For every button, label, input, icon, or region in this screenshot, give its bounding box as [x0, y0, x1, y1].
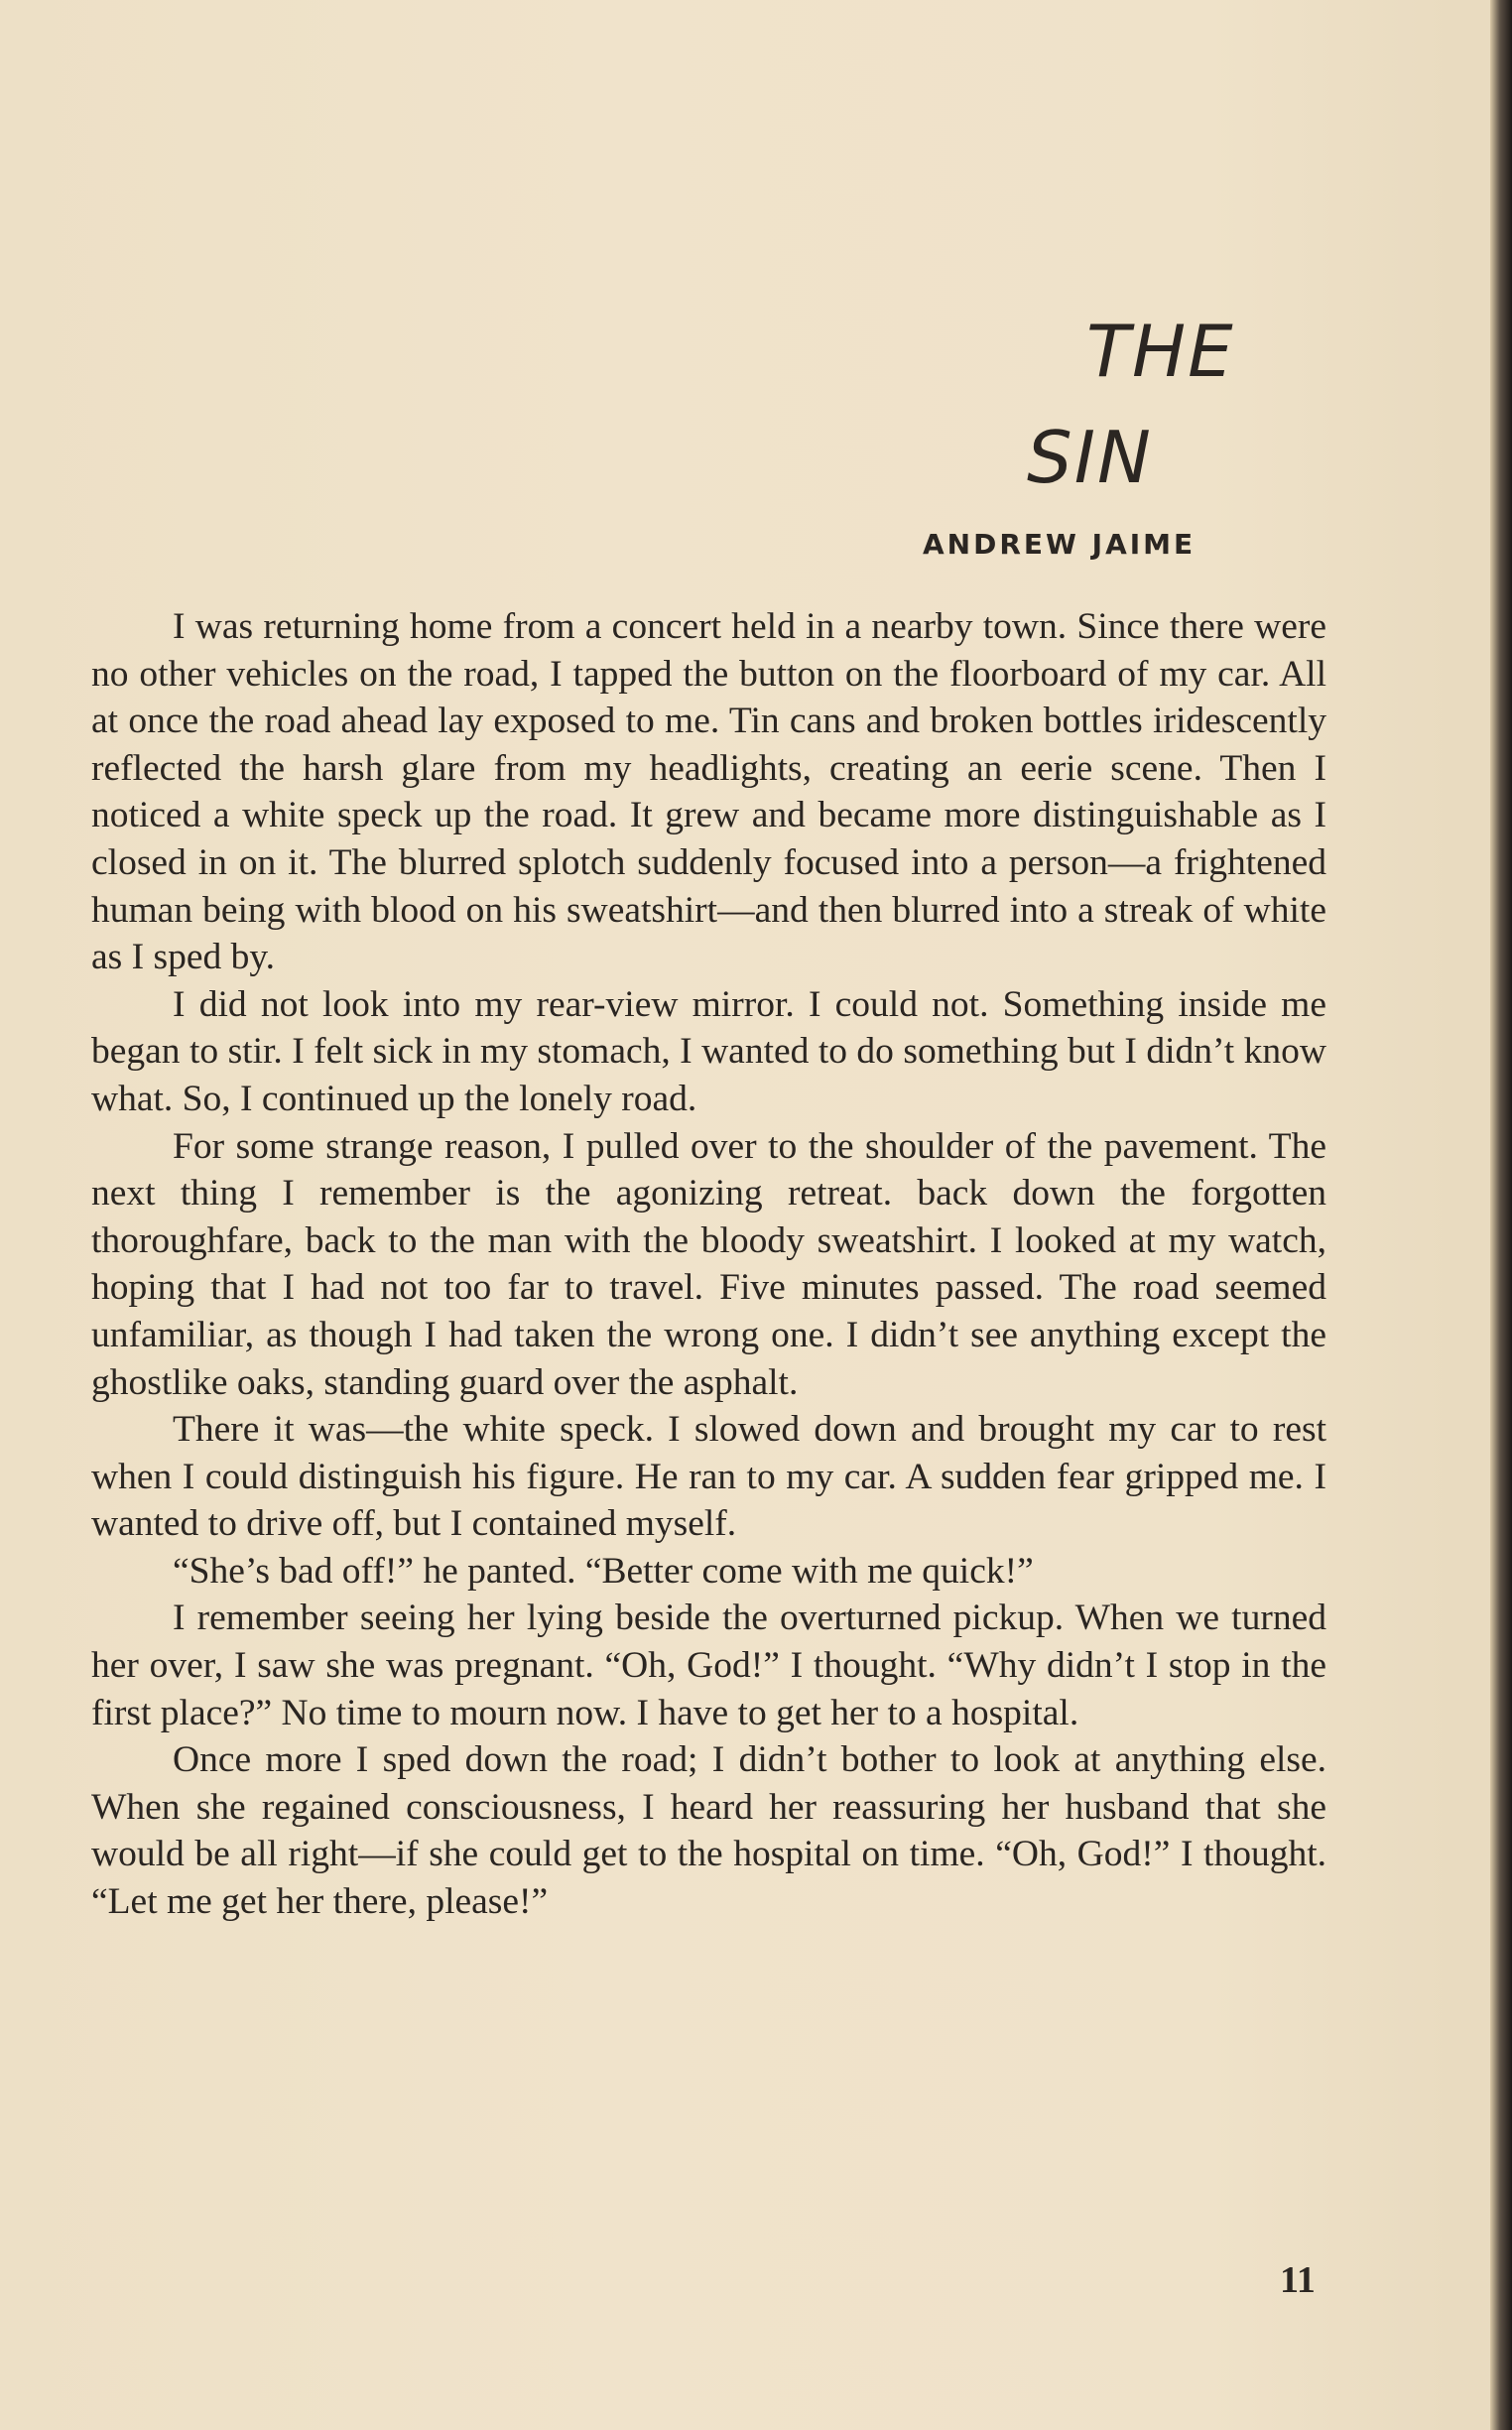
paragraph: I remember seeing her lying beside the overturned pickup. When we turned her over, I saw she was pregnant. “Oh, God!” I thought. “Why didn’t I stop in the first place?” No time to mourn now. I have to get her to a hospital.: [91, 1598, 1326, 1733]
paragraph: There it was—the white speck. I slowed down and brought my car to rest when I could distinguish his figure. He ran to my car. A sudden fear gripped me. I wanted to drive off, but I contained myself.: [91, 1409, 1326, 1545]
page-number: 11: [1280, 2259, 1316, 2301]
paragraph: For some strange reason, I pulled over to the shoulder of the pavement. The next thing I remember is the agonizing retreat. back down the forgotten thoroughfare, back to the man with the bloody sweatshirt. I looked at my watch, hoping that I had not too far to travel. Five minutes passed. The road seemed unfamiliar, as though I had taken the wrong one. I didn’t see anything except the ghostlike oaks, standing guard over the asphalt.: [91, 1125, 1326, 1403]
paragraph: Once more I sped down the road; I didn’t bother to look at anything else. When she regained consciousness, I heard her reassuring her husband that she would be all right—if she could get to the hospital on time. “Oh, God!” I thought. “Let me get her there, please!”: [91, 1739, 1326, 1923]
story-title-line-2: SIN: [1027, 416, 1153, 499]
paragraph: I did not look into my rear-view mirror. I could not. Something inside me began to stir. I felt sick in my stomach, I wanted to do something but I didn’t know what. So, I continued up the lonely road.: [91, 983, 1326, 1119]
story-title-line-1: THE: [1086, 310, 1235, 393]
page-binding-edge: [1490, 0, 1512, 2430]
story-body: [91, 603, 1326, 1926]
paragraph: I was returning home from a concert held in a nearby town. Since there were no other vehicles on the road, I tapped the button on the floorboard of my car. All at once the road ahead lay exposed to me. Tin cans and broken bottles iridescently reflected the harsh glare from my headlights, creating an eerie scene. Then I noticed a white speck up the road. It grew and became more distinguishable as I closed in on it. The blurred splotch suddenly focused into a person—a frightened human being with blood on his sweatshirt—and then blurred into a streak of white as I sped by.: [91, 606, 1326, 978]
author-byline: ANDREW JAIME: [923, 528, 1197, 561]
paragraph: “She’s bad off!” he panted. “Better come with me quick!”: [173, 1550, 1034, 1592]
